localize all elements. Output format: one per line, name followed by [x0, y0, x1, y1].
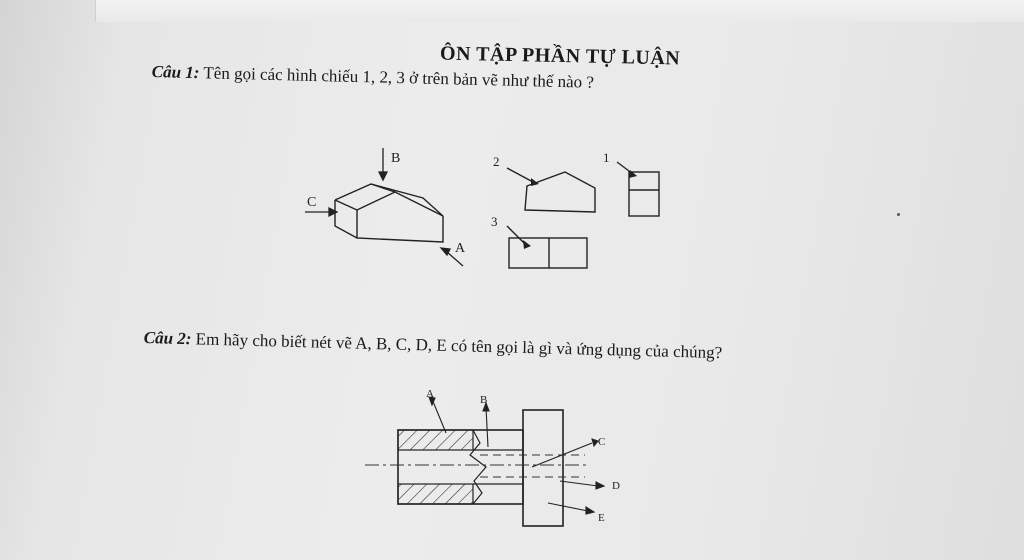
view-3-drawing: [507, 226, 587, 268]
page-title: ÔN TẬP PHẦN TỰ LUẬN: [439, 42, 681, 70]
view-2-drawing: [507, 168, 595, 212]
label-view-2: 2: [493, 154, 500, 169]
label-B: B: [391, 151, 401, 166]
label-line-A: A: [426, 388, 434, 400]
page-top-edge: [95, 0, 1024, 22]
direction-arrows: [305, 148, 463, 266]
label-line-D: D: [612, 480, 620, 492]
hatched-section-top: [398, 430, 473, 450]
label-C: C: [307, 195, 317, 210]
projection-figure: [295, 140, 675, 280]
label-view-1: 1: [603, 150, 610, 165]
question-1-label: Câu 1:: [151, 62, 200, 83]
hatched-section-bottom: [398, 484, 473, 504]
speck: [897, 213, 900, 216]
label-view-3: 3: [491, 214, 498, 229]
question-2: [143, 328, 722, 363]
label-line-B: B: [480, 394, 488, 406]
label-line-C: C: [598, 436, 606, 448]
line-types-figure: [360, 385, 650, 535]
question-2-label: Câu 2:: [143, 328, 192, 349]
label-line-E: E: [598, 512, 605, 524]
isometric-block-drawing: [335, 184, 443, 242]
question-1-text: Tên gọi các hình chiếu 1, 2, 3 ở trên bản vẽ như thế nào ?: [203, 63, 595, 92]
label-A: A: [455, 241, 466, 256]
shaft-outline: [398, 410, 563, 526]
view-1-drawing: [617, 162, 659, 216]
question-2-text: Em hãy cho biết nét vẽ A, B, C, D, E có tên gọi là gì và ứng dụng của chúng?: [195, 329, 723, 363]
